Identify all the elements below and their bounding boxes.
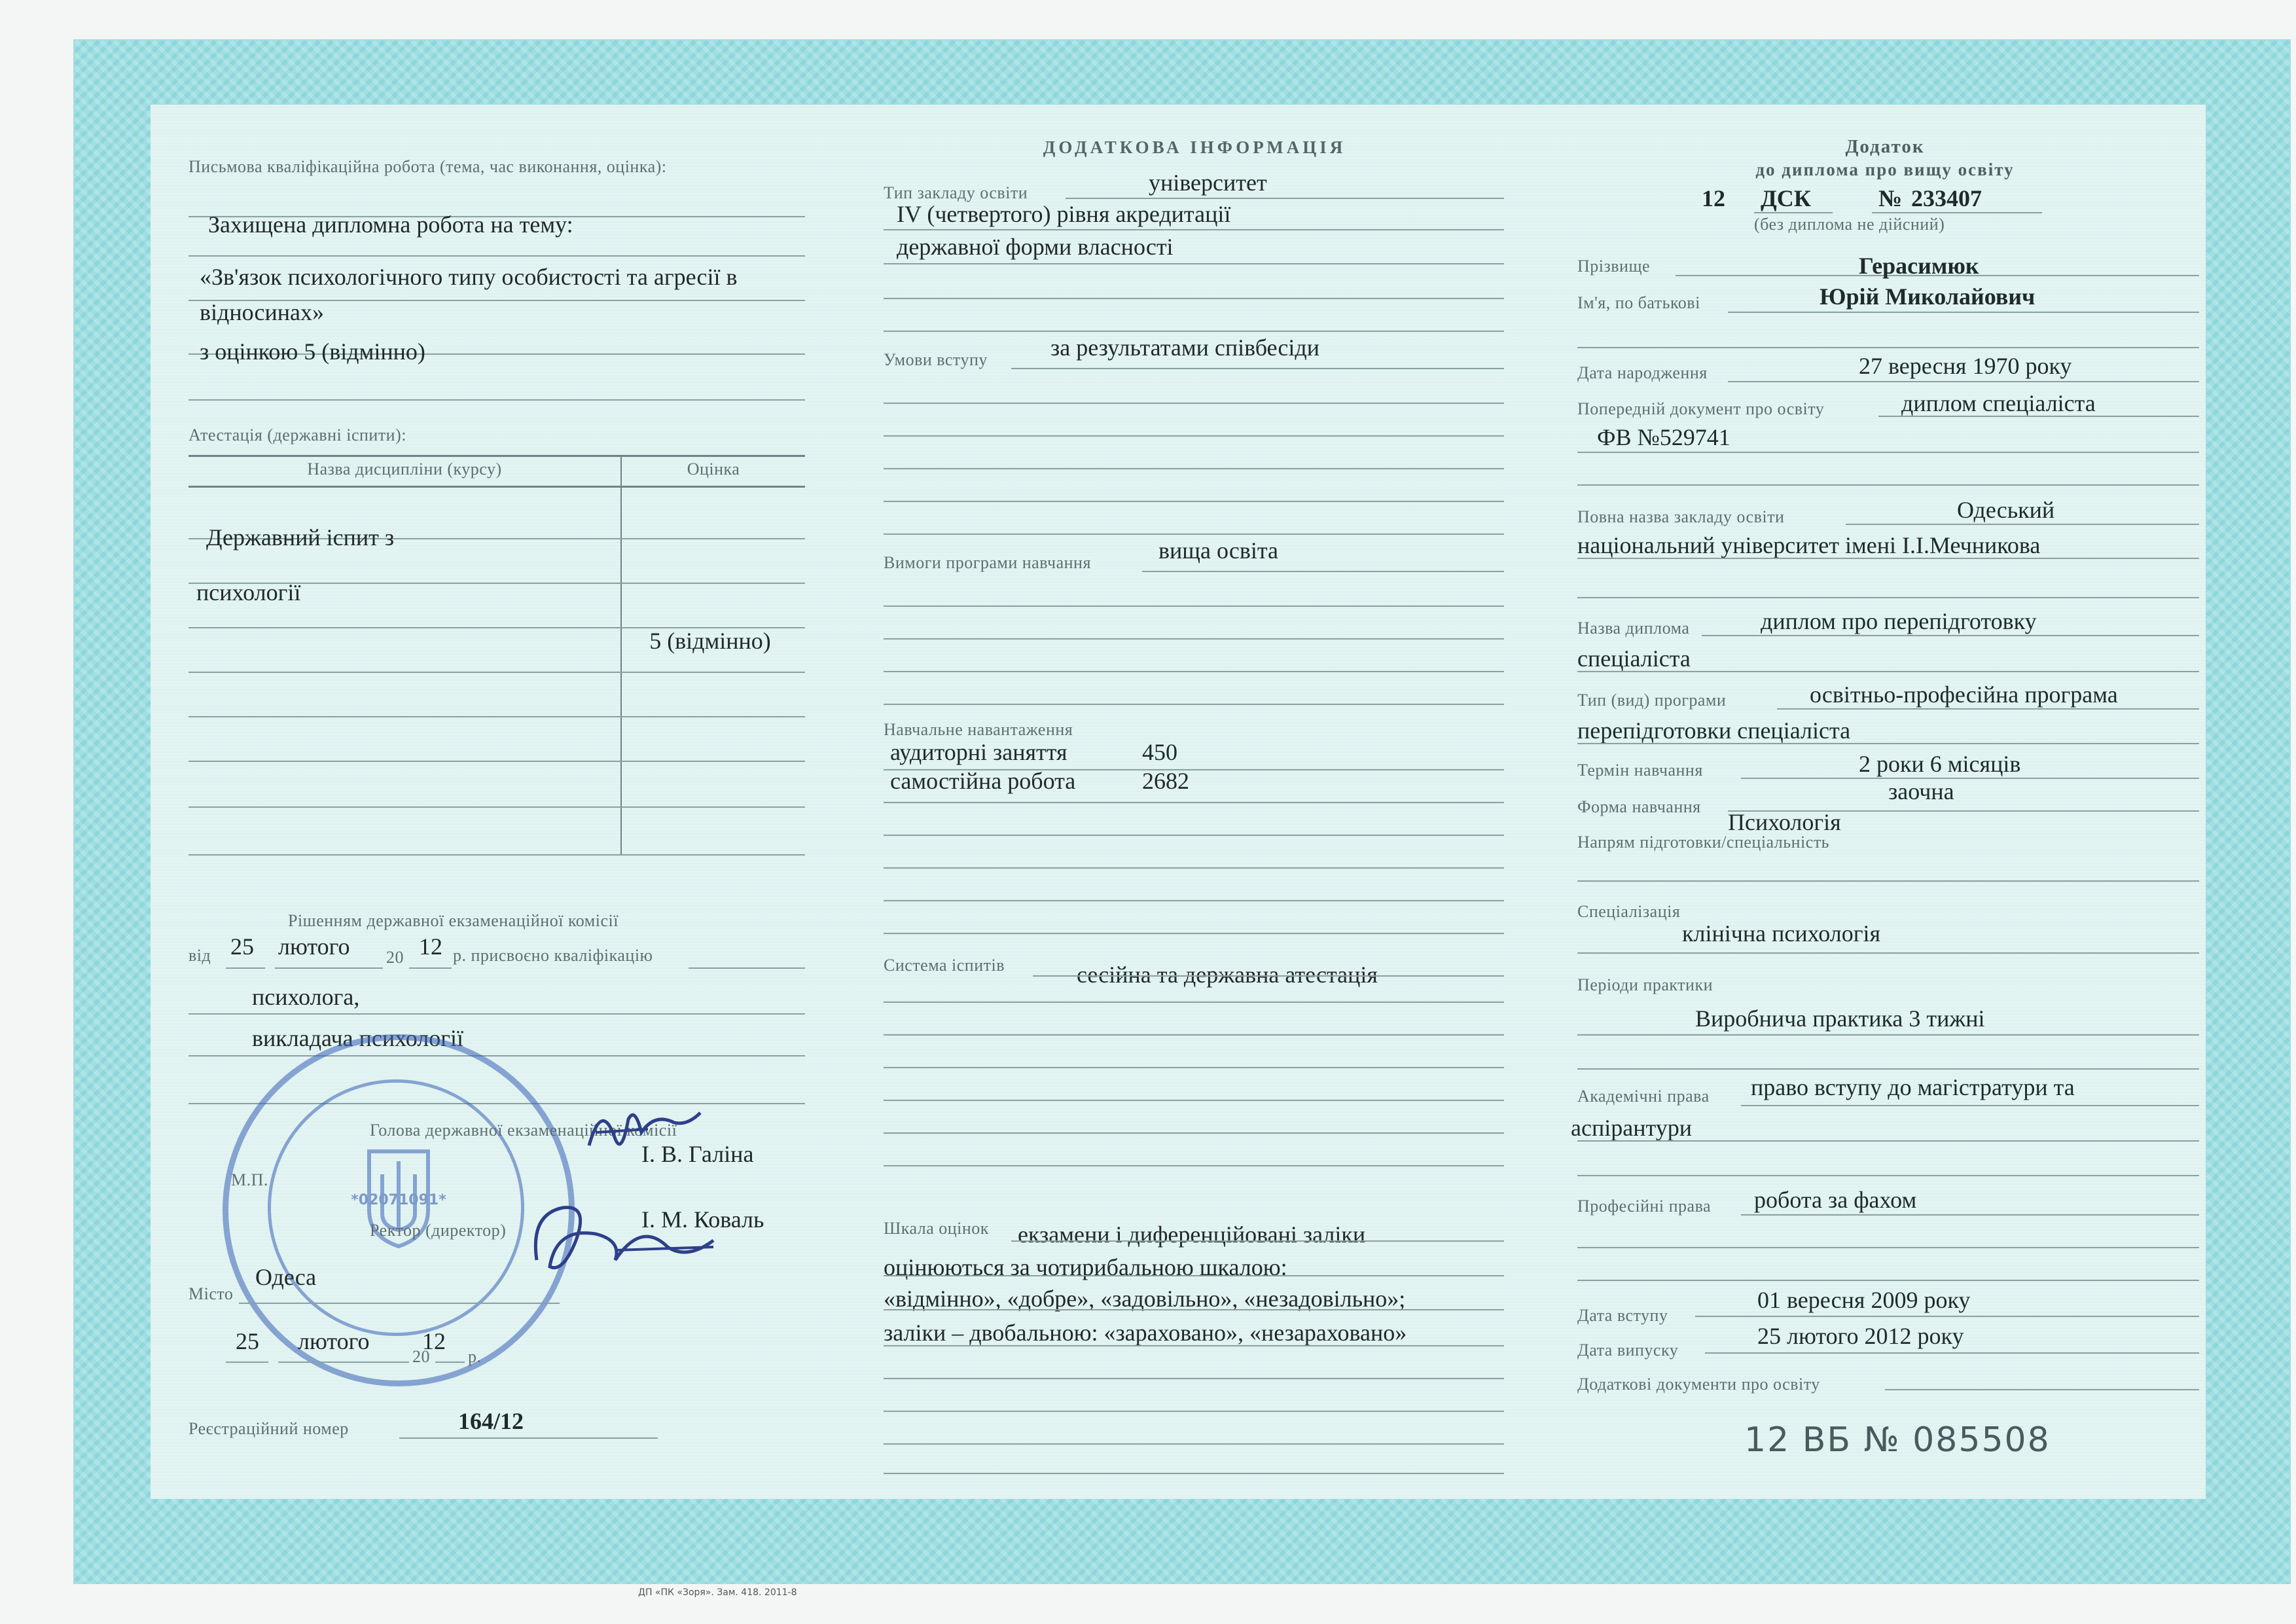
rule — [226, 967, 265, 969]
workload-item-hours: 450 — [1142, 739, 1177, 765]
rule — [1033, 975, 1504, 977]
table-header-rule — [188, 486, 805, 488]
city-label: Місто — [188, 1284, 234, 1303]
seal-code: *02071091* — [351, 1192, 446, 1208]
institution-type-line-2: IV (четвертого) рівня акредитації — [897, 201, 1231, 227]
rule — [884, 331, 1504, 332]
prev-doc-label: Попередній документ про освіту — [1577, 399, 1825, 418]
name-value: Юрій Миколайович — [1820, 283, 2036, 310]
rule — [1728, 312, 2199, 313]
prev-doc-value: диплом спеціаліста — [1901, 390, 2096, 416]
series-prefix: 12 — [1702, 185, 1725, 211]
duration-value: 2 роки 6 місяців — [1859, 751, 2021, 777]
grading-line-4: заліки – двобальною: «зараховано», «незараховано» — [884, 1320, 1407, 1346]
name-label: Ім'я, по батькові — [1577, 293, 1700, 312]
grading-line-2: оцінюються за чотирибальною шкалою: — [884, 1254, 1287, 1280]
rector-signature-icon — [517, 1188, 726, 1286]
rule — [1011, 1240, 1504, 1242]
rule — [884, 933, 1504, 934]
rule — [1577, 1034, 2199, 1036]
rule — [884, 501, 1504, 502]
rule — [1577, 558, 2199, 559]
rule — [1846, 524, 2199, 525]
grading-line-1: екзамени і диференційовані заліки — [1018, 1221, 1366, 1248]
institution-line-1: Одеський — [1957, 497, 2055, 523]
diploma-name-line-2: спеціаліста — [1577, 645, 1691, 672]
program-type-line-2: перепідготовки спеціаліста — [1577, 717, 1851, 744]
issue-month: лютого — [298, 1328, 370, 1354]
rule — [1577, 452, 2199, 453]
specialization-value: клінічна психологія — [1682, 920, 1881, 947]
rule — [884, 435, 1504, 437]
rule — [188, 806, 805, 808]
table-column-divider — [620, 455, 622, 856]
rule — [1577, 1247, 2199, 1248]
right-subtitle: до диплома про вищу освіту — [1755, 160, 2015, 179]
rule — [884, 468, 1504, 469]
rule — [1728, 381, 2199, 382]
thesis-line-2: «Зв'язок психологічного типу особистості та агресії в — [200, 264, 738, 290]
birth-label: Дата народження — [1577, 363, 1708, 382]
rule — [884, 533, 1504, 535]
attestation-label: Атестація (державні іспити): — [188, 425, 406, 444]
rector-name: І. М. Коваль — [641, 1206, 764, 1233]
rule — [884, 1001, 1504, 1003]
rule — [399, 1437, 658, 1439]
rule — [1878, 416, 2199, 417]
practice-label: Періоди практики — [1577, 975, 1713, 994]
commission-assigned: р. присвоєно кваліфікацію — [453, 946, 653, 965]
rule — [884, 1067, 1504, 1068]
rule — [884, 835, 1504, 836]
direction-label: Напрям підготовки/спеціальність — [1577, 833, 1830, 852]
rule — [1777, 708, 2199, 710]
commission-title: Рішенням державної екзаменаційної комісії — [288, 911, 619, 930]
rule — [188, 761, 805, 762]
grading-line-3: «відмінно», «добре», «задовільно», «незадовільно»; — [884, 1286, 1406, 1312]
rule — [1577, 1140, 2199, 1142]
professional-rights-value: робота за фахом — [1754, 1187, 1917, 1213]
qualification-line-2: викладача психології — [252, 1025, 464, 1051]
program-type-label: Тип (вид) програми — [1577, 691, 1727, 710]
graduation-label: Дата випуску — [1577, 1341, 1679, 1360]
rule — [1577, 1280, 2199, 1281]
entry-date-value: 01 вересня 2009 року — [1757, 1287, 1971, 1313]
rule — [884, 671, 1504, 672]
rule — [689, 967, 805, 969]
rule — [884, 229, 1504, 230]
rule — [1066, 198, 1504, 199]
rule — [884, 704, 1504, 705]
rule — [884, 298, 1504, 299]
academic-rights-line-2: аспірантури — [1571, 1115, 1692, 1141]
program-requirements-label: Вимоги програми навчання — [884, 553, 1091, 572]
rule — [1702, 635, 2199, 636]
diploma-name-label: Назва диплома — [1577, 619, 1690, 638]
rule — [188, 672, 805, 673]
serial-number: 12 ВБ № 085508 — [1744, 1420, 2051, 1460]
commission-year: 12 — [419, 933, 442, 960]
prev-doc-number: ФВ №529741 — [1597, 424, 1731, 450]
institution-label: Повна назва закладу освіти — [1577, 507, 1785, 526]
rule — [1741, 1105, 2199, 1106]
rule — [884, 867, 1504, 869]
program-type-line-1: освітньо-професійна програма — [1810, 681, 2118, 708]
exam-system-value: сесійна та державна атестація — [1077, 962, 1378, 988]
rule — [884, 1034, 1504, 1036]
number-sign: № — [1878, 185, 1903, 211]
registration-number: 164/12 — [458, 1408, 524, 1434]
commission-day: 25 — [230, 933, 254, 960]
commission-from: від — [188, 946, 211, 965]
right-title: Додаток — [1845, 136, 1925, 157]
rule — [1011, 368, 1504, 369]
institution-type-line-1: університет — [1149, 170, 1267, 196]
rule — [1142, 571, 1504, 572]
validity-note: (без диплома не дійсний) — [1754, 215, 1945, 234]
academic-rights-label: Академічні права — [1577, 1087, 1710, 1106]
practice-value: Виробнича практика 3 тижні — [1695, 1005, 1985, 1032]
thesis-label: Письмова кваліфікаційна робота (тема, час виконання, оцінка): — [188, 157, 667, 176]
commission-year-prefix: 20 — [386, 948, 404, 967]
rule — [1577, 671, 2199, 672]
rule — [409, 967, 452, 969]
entry-date-label: Дата вступу — [1577, 1306, 1668, 1325]
city-value: Одеса — [255, 1264, 317, 1290]
commission-month: лютого — [278, 933, 350, 960]
series: ДСК — [1761, 185, 1811, 211]
rule — [884, 263, 1504, 264]
rule — [1577, 952, 2199, 954]
admission-value: за результатами співбесіди — [1050, 334, 1319, 361]
rule — [884, 1473, 1504, 1474]
rule — [435, 1362, 465, 1363]
workload-label: Навчальне навантаження — [884, 720, 1073, 739]
rule — [1705, 1352, 2199, 1354]
middle-title: ДОДАТКОВА ІНФОРМАЦІЯ — [1043, 137, 1346, 157]
workload-item-hours: 2682 — [1142, 768, 1189, 794]
institution-type-line-3: державної форми власності — [897, 234, 1174, 260]
rule — [188, 1013, 805, 1015]
issue-year: 12 — [422, 1328, 446, 1354]
issue-day: 25 — [236, 1328, 259, 1354]
rule — [1741, 778, 2199, 779]
rule — [188, 399, 805, 401]
rule — [884, 802, 1504, 803]
institution-line-2: національний університет імені І.І.Мечникова — [1577, 532, 2041, 558]
program-requirements-value: вища освіта — [1158, 537, 1278, 564]
rule — [884, 1165, 1504, 1166]
rule — [884, 1378, 1504, 1379]
rule — [1577, 484, 2199, 486]
rule — [1695, 1316, 2199, 1317]
rule — [188, 716, 805, 717]
table-header-grade: Оцінка — [687, 460, 740, 478]
commission-head-label: Голова державної екзаменаційної комісії — [370, 1121, 677, 1140]
rule — [884, 638, 1504, 640]
direction-value: Психологія — [1728, 809, 1841, 835]
rule — [275, 967, 383, 969]
rule — [884, 1443, 1504, 1445]
rule — [884, 1100, 1504, 1101]
grading-label: Шкала оцінок — [884, 1219, 989, 1238]
issue-year-prefix: 20 — [412, 1347, 430, 1366]
registration-label: Реєстраційний номер — [188, 1419, 349, 1438]
thesis-line-1: Захищена дипломна робота на тему: — [208, 211, 573, 238]
rule — [884, 1345, 1504, 1346]
discipline-line-2: психології — [196, 579, 301, 605]
professional-rights-label: Професійні права — [1577, 1197, 1712, 1216]
birth-value: 27 вересня 1970 року — [1859, 353, 2072, 379]
discipline-line-1: Державний іспит з — [206, 524, 395, 550]
rule — [1577, 743, 2199, 744]
duration-label: Термін навчання — [1577, 761, 1703, 780]
rule — [884, 1132, 1504, 1134]
rule — [188, 255, 805, 257]
qualification-line-1: психолога, — [252, 984, 360, 1010]
rule — [884, 403, 1504, 404]
rule — [278, 1362, 409, 1363]
rule — [1577, 597, 2199, 598]
rule — [188, 854, 805, 856]
rule — [226, 1362, 268, 1363]
academic-rights-line-1: право вступу до магістратури та — [1751, 1074, 2075, 1100]
rule — [884, 900, 1504, 901]
thesis-line-4: з оцінкою 5 (відмінно) — [200, 338, 425, 365]
institution-type-label: Тип закладу освіти — [884, 183, 1028, 202]
surname-label: Прізвище — [1577, 257, 1651, 276]
issue-year-suffix: р. — [468, 1347, 482, 1366]
rule — [884, 1309, 1504, 1310]
grade-value: 5 (відмінно) — [649, 628, 771, 654]
commission-head-name: І. В. Галіна — [641, 1141, 754, 1167]
rule — [1577, 1175, 2199, 1176]
rector-label: Ректор (директор) — [370, 1221, 507, 1240]
rule — [188, 1055, 805, 1056]
diploma-number: 233407 — [1911, 185, 1982, 211]
study-form-label: Форма навчання — [1577, 797, 1701, 816]
rule — [1577, 880, 2199, 882]
rule — [1872, 212, 2042, 213]
rule — [1577, 347, 2199, 348]
rule — [1885, 1389, 2199, 1390]
workload-item-name: самостійна робота — [890, 768, 1076, 794]
extra-docs-label: Додаткові документи про освіту — [1577, 1375, 1820, 1394]
rule — [884, 605, 1504, 607]
diploma-name-line-1: диплом про перепідготовку — [1761, 608, 2037, 634]
rule — [1754, 212, 1833, 213]
graduation-value: 25 лютого 2012 року — [1757, 1323, 1964, 1349]
mp-label: М.П. — [231, 1170, 268, 1189]
workload-item-name: аудиторні заняття — [890, 739, 1067, 765]
surname-value: Герасимюк — [1859, 253, 1979, 279]
table-header-discipline: Назва дисципліни (курсу) — [307, 460, 502, 478]
specialization-label: Спеціалізація — [1577, 902, 1681, 921]
thesis-line-3: відносинах» — [200, 299, 324, 325]
admission-label: Умови вступу — [884, 350, 988, 369]
exam-system-label: Система іспитів — [884, 956, 1005, 975]
rule — [239, 1303, 560, 1304]
study-form-value: заочна — [1888, 778, 1954, 804]
table-top-rule — [188, 455, 805, 457]
rule — [884, 1411, 1504, 1412]
printer-note: ДП «ПК «Зоря». Зам. 418. 2011-8 — [638, 1587, 797, 1598]
rule — [1577, 1068, 2199, 1070]
rule — [884, 1275, 1504, 1276]
rule — [1741, 1214, 2199, 1216]
